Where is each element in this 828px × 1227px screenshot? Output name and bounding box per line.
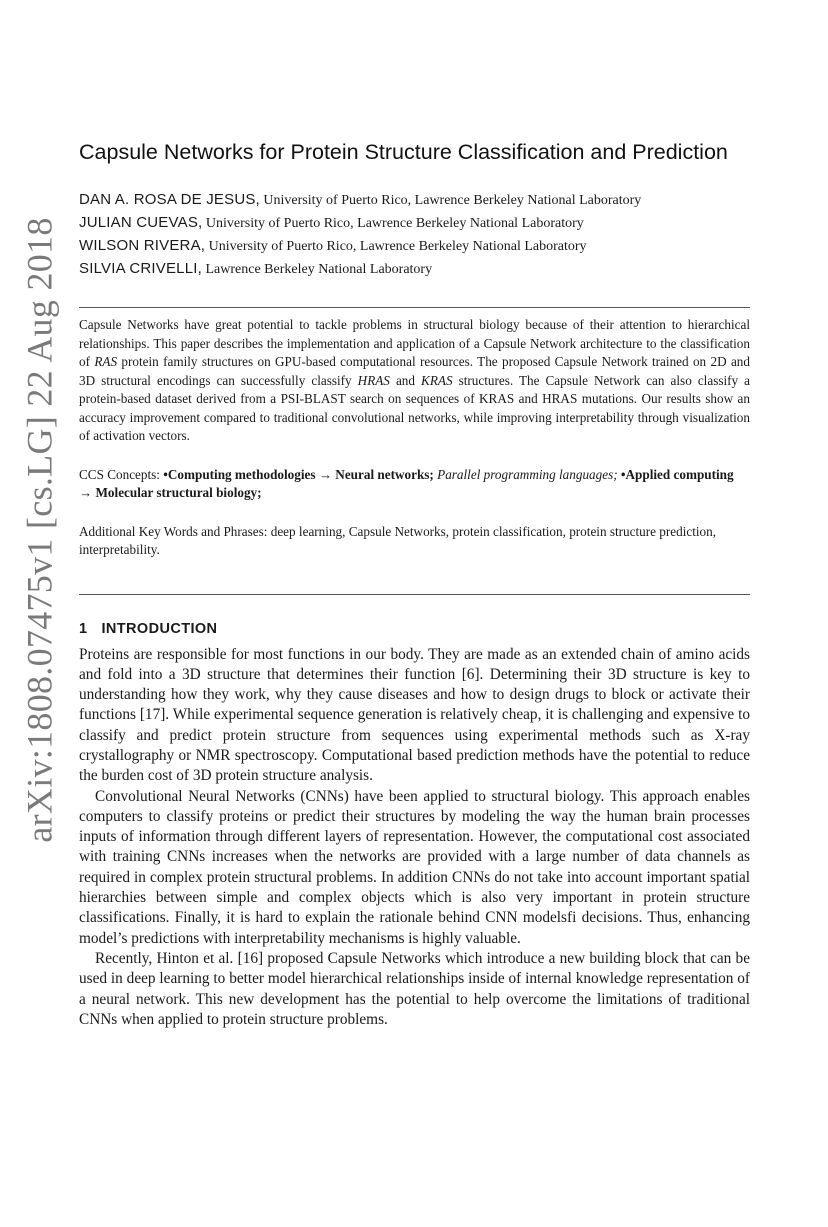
ccs-concepts <box>79 466 750 503</box>
author-name: SILVIA CRIVELLI, <box>79 260 202 277</box>
abstract-text: and <box>389 372 422 388</box>
keywords <box>79 523 750 560</box>
ccs-label: CCS Concepts: <box>79 466 164 482</box>
abstract-text: Capsule Networks have great potential to tackle problems in structural biology because of their attention to hierarchical relationships. This paper describes the implementation and application of a Capsule Network architecture to the classification of <box>79 317 750 369</box>
abstract-text: structures. The Capsule Network can also classify a protein-based dataset derived from a PSI-BLAST search on sequences of KRAS and HRAS mutations. Our results show an accuracy improvement compared to traditional convolutional networks, while improving interpretability through visualization of activation vectors. <box>79 372 750 443</box>
arxiv-identifier: arXiv:1808.07475v1 [cs.LG] 22 Aug 2018 <box>20 217 60 843</box>
paper-title: Capsule Networks for Protein Structure Classification and Prediction <box>79 140 728 164</box>
author-affiliation: Lawrence Berkeley National Laboratory <box>205 262 433 277</box>
section-number: 1 <box>79 620 88 637</box>
abstract-bottom-rule <box>79 594 750 595</box>
body-paragraph: Convolutional Neural Networks (CNNs) have been applied to structural biology. This approach enables computers to classify proteins or predict their structures by modeling the way the human brain processes inputs of information through different layers of representation. However, the computational cost associated with training CNNs increases when the networks are provided with a large number of data channels as required in complex protein structural problems. In addition CNNs do not take into account important spatial hierarchies between simple and complex objects which is also very important in protein structure classifications. Finally, it is hard to explain the rationale behind CNN modelsfi decisions. Thus, enhancing model’s predictions with interpretability mechanisms is highly valuable. <box>79 787 750 947</box>
author-name: WILSON RIVERA, <box>79 237 206 254</box>
abstract-top-rule <box>79 307 750 308</box>
ccs-item: •Applied computing → Molecular structural biology; <box>79 466 734 500</box>
author-affiliation: University of Puerto Rico, Lawrence Berkeley National Laboratory <box>263 193 642 208</box>
abstract-text: protein family structures on GPU-based computational resources. The proposed Capsule Network trained on 2D and 3D structural encodings can successfully classify <box>79 354 750 388</box>
author-name: DAN A. ROSA DE JESUS, <box>79 191 260 208</box>
author-entry <box>79 258 750 281</box>
arxiv-side-stamp <box>10 217 70 843</box>
keywords-text: deep learning, Capsule Networks, protein classification, protein structure prediction, interpretability. <box>79 523 717 557</box>
body-paragraph: Recently, Hinton et al. [16] proposed Capsule Networks which introduce a new building block that can be used in deep learning to better model hierarchical relationships inside of internal knowledge representation of a neural network. This new development has the potential to help overcome the limitations of traditional CNNs when applied to protein structure problems. <box>79 949 750 1028</box>
abstract-term-kras: KRAS <box>421 372 453 388</box>
author-list <box>79 189 750 281</box>
ccs-item: •Computing methodologies → Neural networks; <box>163 466 434 482</box>
section-heading <box>79 621 750 637</box>
author-affiliation: University of Puerto Rico, Lawrence Berkeley National Laboratory <box>205 216 584 231</box>
body-paragraph: Proteins are responsible for most functions in our body. They are made as an extended chain of amino acids and fold into a 3D structure that determines their function [6]. Determining their 3D structure is key to understanding how they work, why they cause diseases and how to design drugs to block or activate their functions [17]. While experimental sequence generation is relatively cheap, it is challenging and expensive to classify and predict protein structure from sequences using experimental methods such as X-ray crystallography or NMR spectroscopy. Computational based prediction methods have the potential to reduce the burden cost of 3D protein structure analysis. <box>79 645 750 785</box>
author-entry <box>79 189 750 212</box>
paper-page <box>79 138 750 1030</box>
ccs-item: Parallel programming languages; <box>437 466 618 482</box>
abstract-term-ras: RAS <box>94 354 118 369</box>
abstract-term-hras: HRAS <box>357 372 390 388</box>
author-affiliation: University of Puerto Rico, Lawrence Berkeley National Laboratory <box>208 239 587 254</box>
keywords-label: Additional Key Words and Phrases: <box>79 523 271 539</box>
author-entry <box>79 212 750 235</box>
section-title: INTRODUCTION <box>101 620 218 637</box>
author-entry <box>79 235 750 258</box>
author-name: JULIAN CUEVAS, <box>79 214 203 231</box>
abstract <box>79 316 750 446</box>
